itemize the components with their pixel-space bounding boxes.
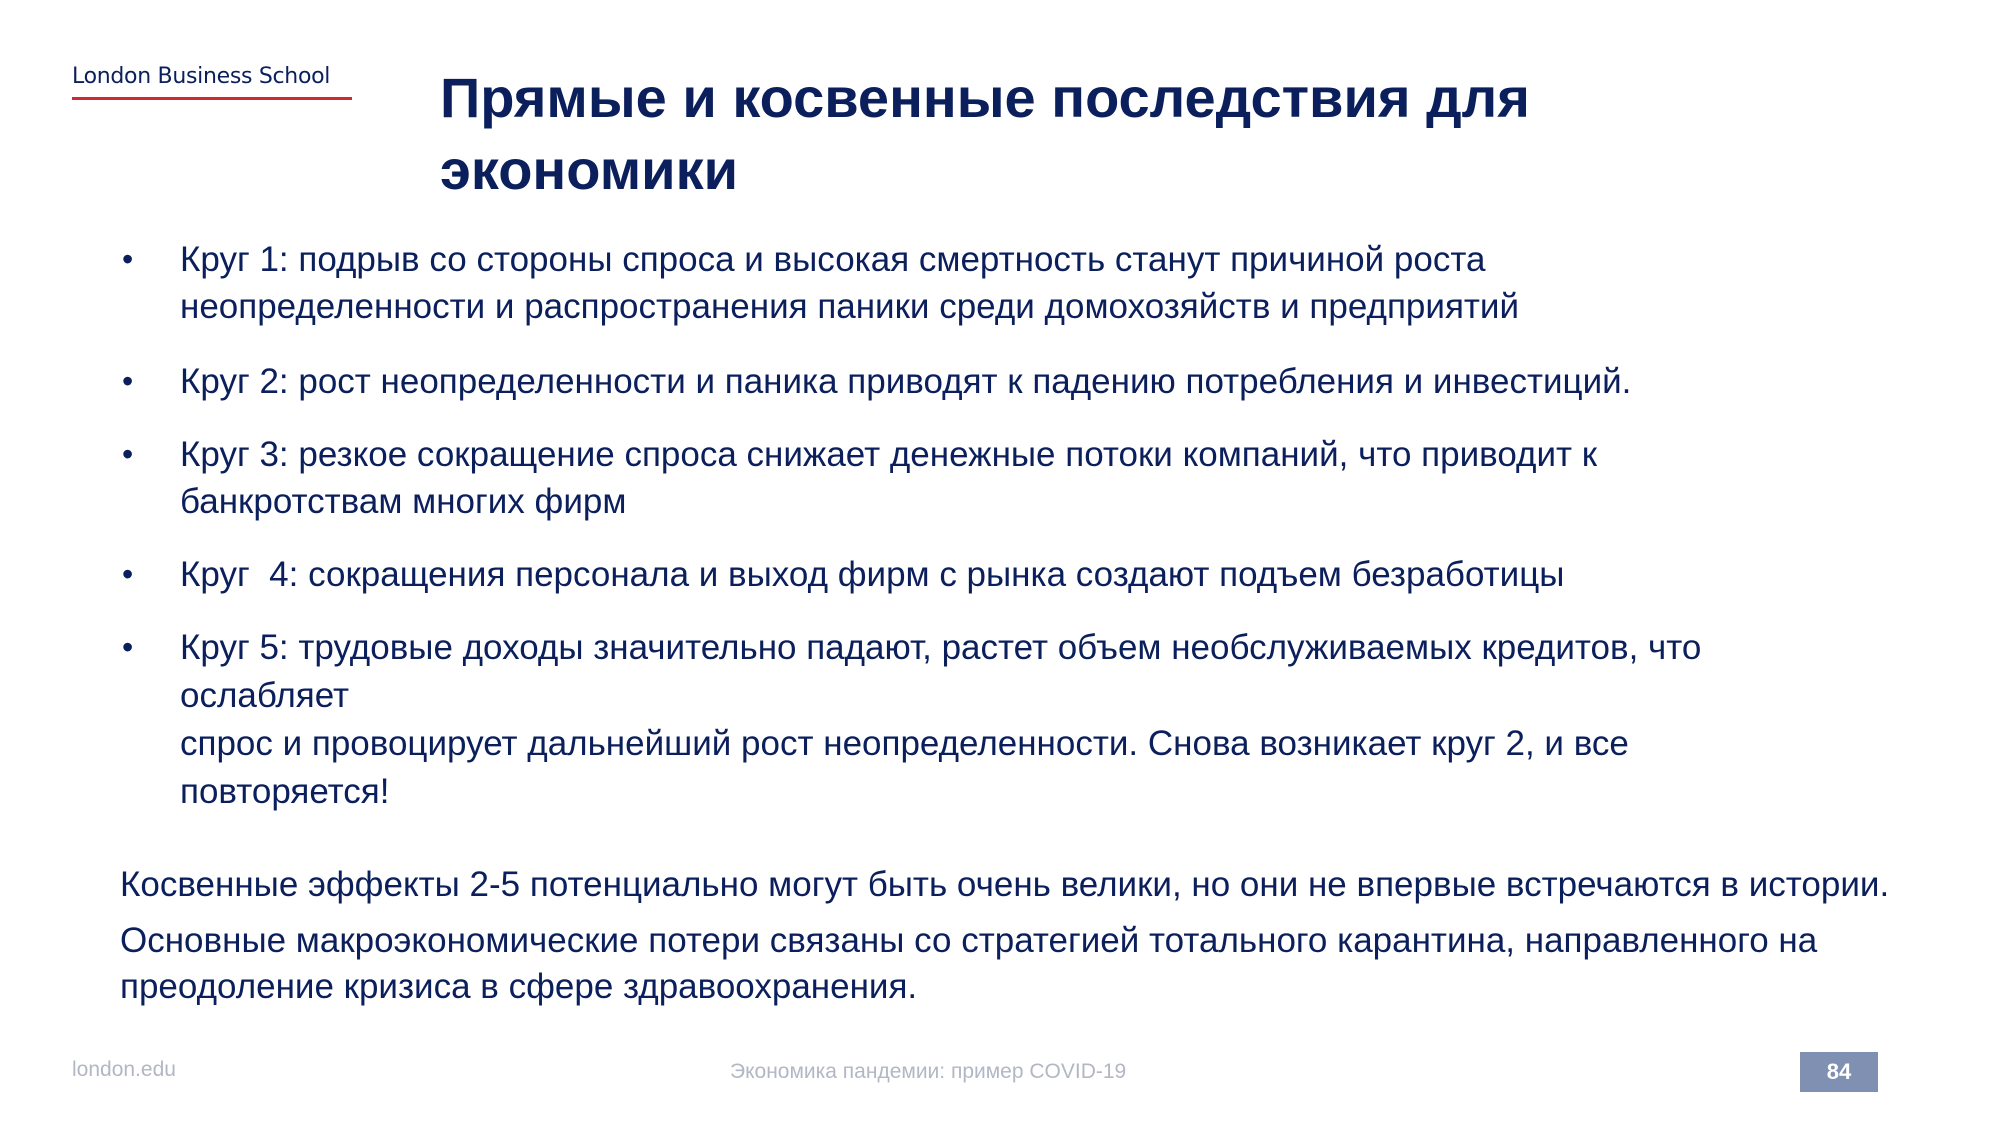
bullet-text-line: неопределенности и распространения паники среди домохозяйств и предприятий: [180, 287, 1520, 326]
bullet-text-line: Круг 4: сокращения персонала и выход фирм с рынка создают подъем безработицы: [180, 555, 1565, 594]
bullet-icon: •: [122, 241, 134, 277]
bullet-text-line: повторяется!: [180, 772, 390, 811]
footer-course-title: Экономика пандемии: пример COVID-19: [730, 1060, 1127, 1083]
school-logo: [72, 64, 352, 100]
page-number-badge: 84: [1800, 1052, 1878, 1092]
logo-underline: [72, 97, 352, 100]
bullet-item-3: [110, 431, 1910, 525]
slide-title: Прямые и косвенные последствия для экономики: [440, 66, 1530, 201]
summary-paragraph-1: Косвенные эффекты 2-5 потенциально могут быть очень велики, но они не впервые встречаются в истории.: [120, 865, 1890, 904]
bullet-item-2: [110, 358, 1910, 405]
logo-text: London Business School: [72, 64, 331, 89]
bullet-text-line: Круг 1: подрыв со стороны спроса и высокая смертность станут причиной роста: [180, 240, 1486, 279]
bullet-icon: •: [122, 436, 134, 472]
bullet-text-line: Круг 3: резкое сокращение спроса снижает денежные потоки компаний, что приводит к: [180, 435, 1598, 474]
bullet-list: [110, 236, 1910, 816]
bullet-text-line: Круг 5: трудовые доходы значительно падают, растет объем необслуживаемых кредитов, что: [180, 628, 1702, 667]
bullet-item-4: [110, 551, 1910, 598]
bullet-text-line: спрос и провоцирует дальнейший рост неопределенности. Снова возникает круг 2, и все: [180, 724, 1629, 763]
bullet-icon: •: [122, 629, 134, 665]
bullet-text-line: банкротствам многих фирм: [180, 482, 627, 521]
bullet-text-line: Круг 2: рост неопределенности и паника приводят к падению потребления и инвестиций.: [180, 362, 1632, 401]
footer-website: london.edu: [72, 1058, 176, 1081]
bullet-icon: •: [122, 556, 134, 592]
summary-paragraphs: [120, 862, 1920, 1010]
bullet-icon: •: [122, 363, 134, 399]
bullet-item-1: [110, 236, 1910, 330]
bullet-item-5: [110, 624, 1910, 816]
summary-paragraph-2: Основные макроэкономические потери связаны со стратегией тотального карантина, направленного на преодоление кризиса в сфере здравоохранения.: [120, 921, 1818, 1006]
bullet-text-line: ослабляет: [180, 676, 350, 715]
